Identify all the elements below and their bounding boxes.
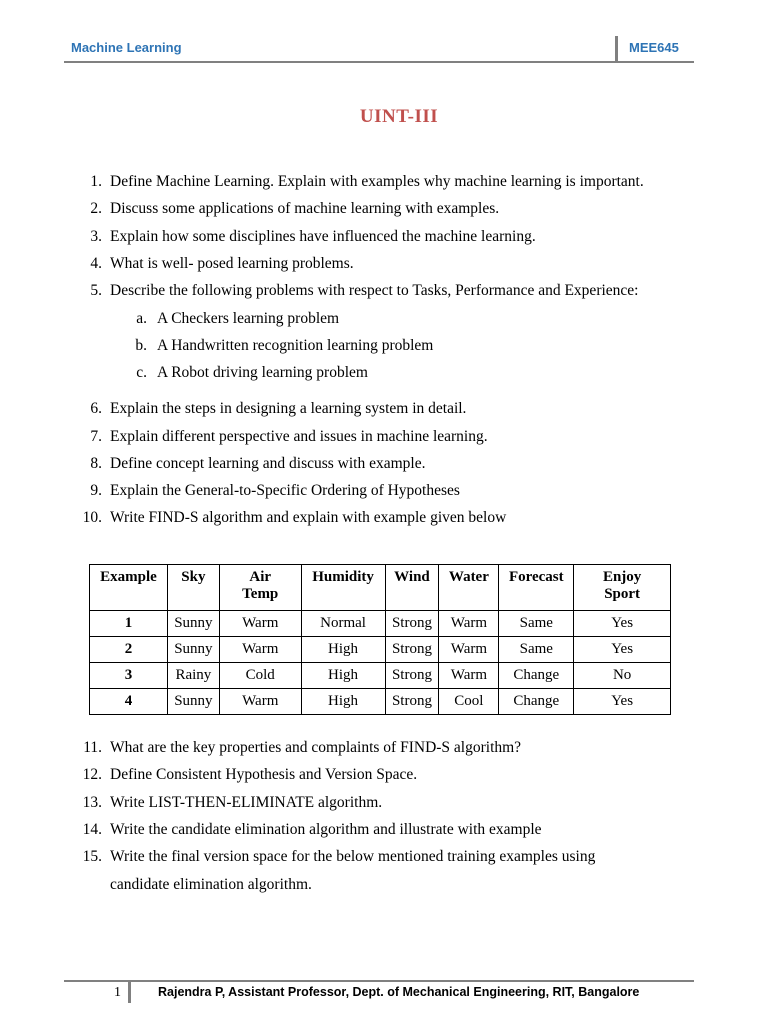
page-number: 1 (114, 985, 121, 1000)
cell-humidity: Normal (301, 611, 385, 637)
question-12 (82, 765, 418, 785)
question-15 (82, 847, 596, 867)
question-number: 13. (82, 794, 102, 811)
footer-author: Rajendra P, Assistant Professor, Dept. of Mechanical Engineering, RIT, Bangalore (158, 985, 640, 999)
cell-wind: Strong (385, 637, 439, 663)
question-number: 7. (90, 428, 102, 445)
cell-forecast: Change (499, 663, 574, 689)
question-13 (82, 793, 383, 813)
cell-water: Warm (439, 637, 499, 663)
cell-air-temp: Warm (219, 611, 301, 637)
cell-example: 4 (90, 689, 168, 715)
question-10 (82, 508, 507, 528)
question-number: 12. (82, 766, 102, 783)
cell-air-temp: Warm (219, 689, 301, 715)
cell-sky: Rainy (167, 663, 219, 689)
question-text: Discuss some applications of machine learning with examples. (110, 200, 500, 217)
question-3 (90, 227, 536, 247)
question-text: Define Consistent Hypothesis and Version Space. (110, 766, 418, 783)
header-humidity: Humidity (301, 565, 385, 611)
header-divider-tick (615, 36, 618, 62)
question-4 (90, 254, 354, 274)
training-examples-table (89, 564, 671, 715)
question-text: Explain the General-to-Specific Ordering of Hypotheses (110, 482, 460, 499)
question-5 (90, 281, 639, 301)
cell-humidity: High (301, 689, 385, 715)
cell-wind: Strong (385, 689, 439, 715)
question-text: Define concept learning and discuss with example. (110, 455, 426, 472)
table-row (90, 611, 671, 637)
question-text: What is well- posed learning problems. (110, 255, 354, 272)
cell-forecast: Same (499, 637, 574, 663)
cell-water: Cool (439, 689, 499, 715)
cell-humidity: High (301, 637, 385, 663)
footer-divider-tick (128, 981, 131, 1003)
question-number: 8. (90, 455, 102, 472)
question-number: 15. (82, 848, 102, 865)
cell-forecast: Change (499, 689, 574, 715)
cell-water: Warm (439, 611, 499, 637)
cell-humidity: High (301, 663, 385, 689)
page-title: UINT-III (359, 106, 439, 127)
cell-wind: Strong (385, 663, 439, 689)
subitem-a (136, 309, 340, 329)
cell-enjoy-sport: No (574, 663, 671, 689)
question-number: 9. (90, 482, 102, 499)
subitem-text: A Checkers learning problem (157, 310, 340, 327)
question-11 (83, 738, 522, 758)
question-number: 5. (90, 282, 102, 299)
question-number: 10. (82, 509, 102, 526)
subitem-text: A Robot driving learning problem (157, 364, 368, 381)
question-text: Explain different perspective and issues in machine learning. (110, 428, 488, 445)
question-number: 11. (83, 739, 102, 756)
subitem-b (135, 336, 434, 356)
question-text: Write the final version space for the below mentioned training examples using (110, 848, 596, 865)
header-air-temp: Air Temp (219, 565, 301, 611)
question-text: Explain how some disciplines have influenced the machine learning. (110, 228, 536, 245)
question-15-continuation: candidate elimination algorithm. (110, 876, 312, 893)
header-forecast: Forecast (499, 565, 574, 611)
question-text: Write LIST-THEN-ELIMINATE algorithm. (110, 794, 383, 811)
question-number: 14. (82, 821, 102, 838)
question-text: Define Machine Learning. Explain with examples why machine learning is important. (110, 173, 644, 190)
question-text: What are the key properties and complaints of FIND-S algorithm? (110, 739, 522, 756)
cell-example: 1 (90, 611, 168, 637)
subitem-letter: b. (135, 337, 147, 354)
header-wind: Wind (385, 565, 439, 611)
question-text: Describe the following problems with respect to Tasks, Performance and Experience: (110, 282, 639, 299)
cell-air-temp: Cold (219, 663, 301, 689)
header-enjoy-sport: Enjoy Sport (574, 565, 671, 611)
subitem-letter: c. (136, 364, 147, 381)
cell-forecast: Same (499, 611, 574, 637)
question-14 (82, 820, 542, 840)
subitem-text: A Handwritten recognition learning problem (157, 337, 434, 354)
subitem-c (136, 363, 368, 383)
cell-sky: Sunny (167, 637, 219, 663)
cell-enjoy-sport: Yes (574, 689, 671, 715)
header-course-code: MEE645 (629, 40, 679, 55)
question-number: 1. (90, 173, 102, 190)
header-sky: Sky (167, 565, 219, 611)
question-number: 4. (90, 255, 102, 272)
header-example: Example (90, 565, 168, 611)
cell-enjoy-sport: Yes (574, 611, 671, 637)
question-1 (90, 172, 644, 192)
header-rule (64, 61, 694, 63)
cell-example: 2 (90, 637, 168, 663)
question-text: Write FIND-S algorithm and explain with example given below (110, 509, 507, 526)
cell-air-temp: Warm (219, 637, 301, 663)
table-row (90, 637, 671, 663)
question-number: 2. (90, 200, 102, 217)
cell-enjoy-sport: Yes (574, 637, 671, 663)
header-course-title: Machine Learning (71, 40, 182, 55)
cell-sky: Sunny (167, 689, 219, 715)
header-water: Water (439, 565, 499, 611)
question-2 (90, 199, 500, 219)
question-6 (90, 399, 467, 419)
table-header-row (90, 565, 671, 611)
footer-rule (64, 980, 694, 982)
cell-sky: Sunny (167, 611, 219, 637)
question-number: 3. (90, 228, 102, 245)
cell-water: Warm (439, 663, 499, 689)
subitem-letter: a. (136, 310, 147, 327)
table-row (90, 689, 671, 715)
question-number: 6. (90, 400, 102, 417)
question-9 (90, 481, 460, 501)
cell-example: 3 (90, 663, 168, 689)
question-text: Explain the steps in designing a learning system in detail. (110, 400, 467, 417)
table-row (90, 663, 671, 689)
cell-wind: Strong (385, 611, 439, 637)
question-7 (90, 427, 488, 447)
question-text: Write the candidate elimination algorithm and illustrate with example (110, 821, 542, 838)
question-8 (90, 454, 426, 474)
